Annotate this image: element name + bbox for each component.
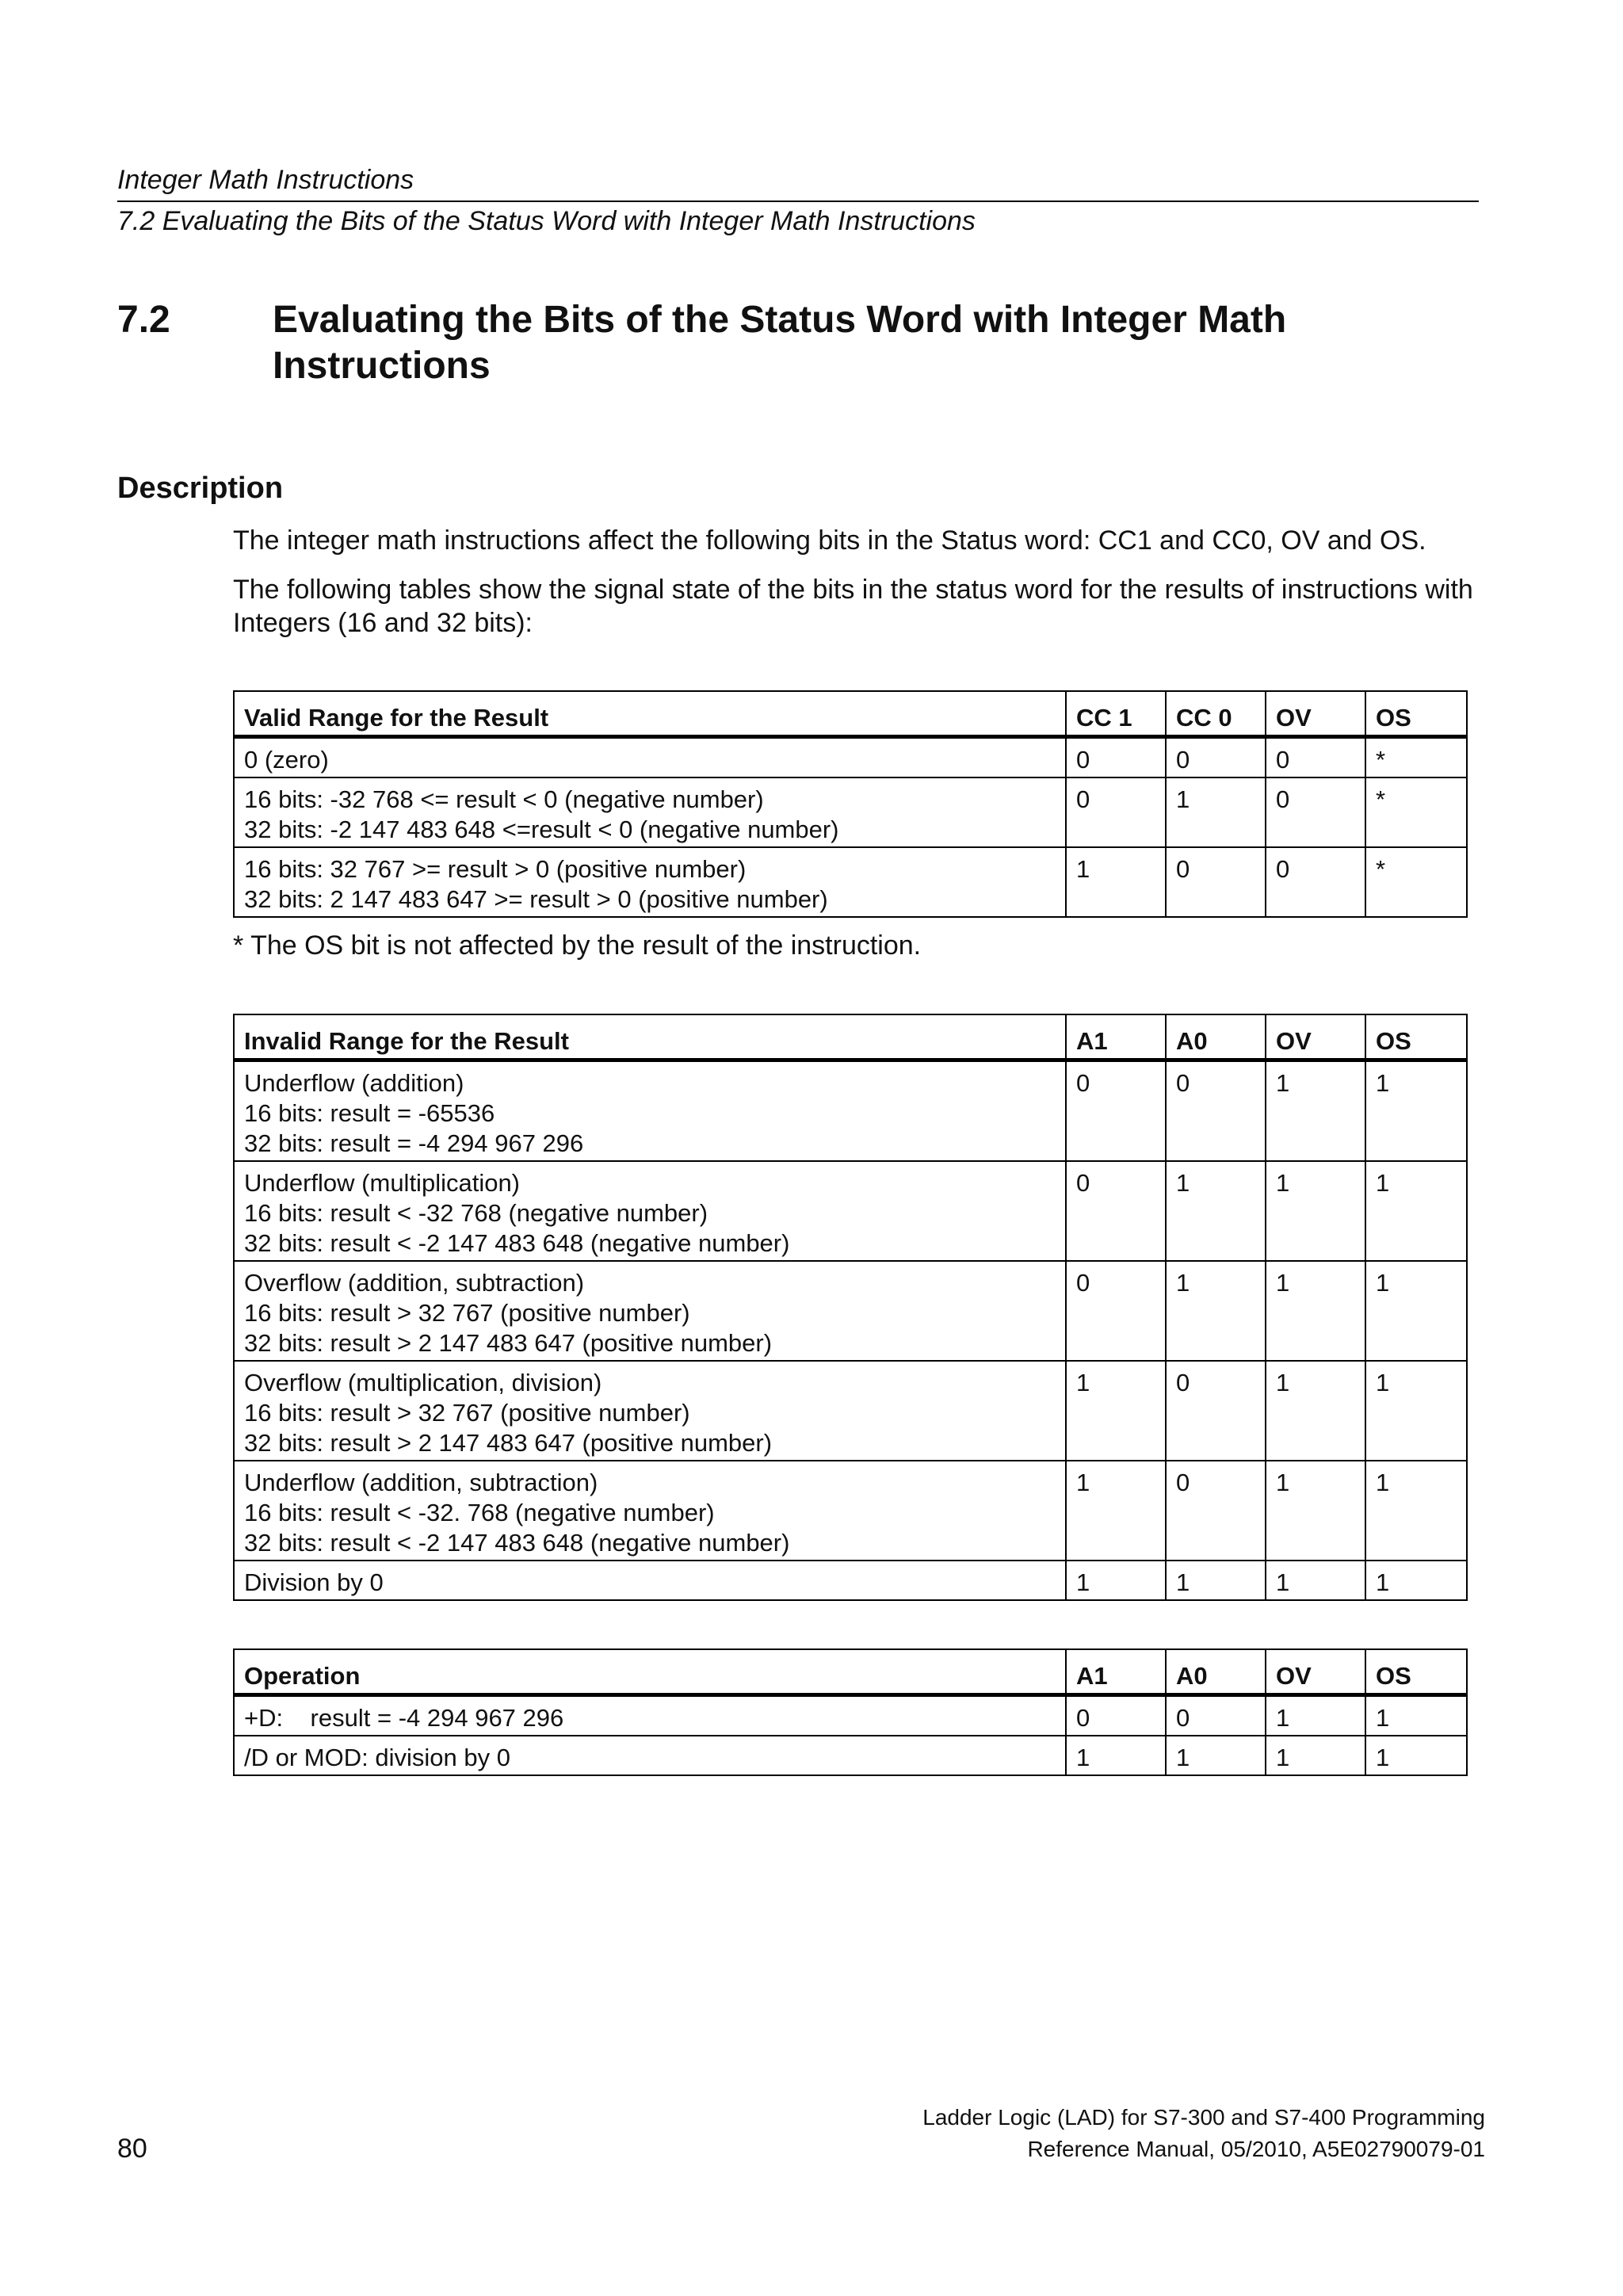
table-cell-value: 0: [1166, 1695, 1266, 1736]
description-line: 16 bits: -32 768 <= result < 0 (negative number): [244, 785, 764, 813]
description-line: 32 bits: 2 147 483 647 >= result > 0 (positive number): [244, 885, 828, 913]
table-cell-value: 1: [1066, 1361, 1166, 1461]
table-cell-value: 0: [1066, 1261, 1166, 1361]
table-cell-value: 1: [1365, 1261, 1467, 1361]
table-cell-value: 0: [1166, 847, 1266, 917]
table-header-cell: Operation: [234, 1649, 1066, 1695]
table-cell-value: 1: [1365, 1161, 1467, 1261]
footnote: * The OS bit is not affected by the result of the instruction.: [233, 930, 922, 961]
table-header-cell: Valid Range for the Result: [234, 691, 1066, 737]
section-number: 7.2: [117, 299, 170, 341]
table-cell-value: 0: [1066, 737, 1166, 778]
table-row: [234, 777, 1467, 847]
table-cell-value: 1: [1365, 1361, 1467, 1461]
table-cell-value: 0: [1066, 1695, 1166, 1736]
description-line: Underflow (addition, subtraction): [244, 1469, 598, 1496]
table-cell-value: 0: [1166, 737, 1266, 778]
invalid-range-table: [233, 1014, 1468, 1601]
table-cell-description: [234, 1561, 1066, 1600]
table-cell-value: 0: [1266, 737, 1365, 778]
table-cell-value: 1: [1166, 1261, 1266, 1361]
table-header-row: [234, 1649, 1467, 1695]
description-line: 0 (zero): [244, 746, 329, 774]
table-cell-value: *: [1365, 777, 1467, 847]
table-cell-description: [234, 1161, 1066, 1261]
table-cell-value: 1: [1266, 1261, 1365, 1361]
description-line: +D: result = -4 294 967 296: [244, 1704, 564, 1732]
running-header-chapter: Integer Math Instructions: [117, 165, 414, 195]
table-row: [234, 1736, 1467, 1775]
table-cell-value: 1: [1066, 847, 1166, 917]
description-line: 32 bits: result < -2 147 483 648 (negative number): [244, 1529, 790, 1557]
description-line: 32 bits: result > 2 147 483 647 (positive number): [244, 1329, 773, 1357]
description-line: /D or MOD: division by 0: [244, 1744, 510, 1771]
table-cell-value: 0: [1166, 1060, 1266, 1162]
table-cell-value: 1: [1365, 1695, 1467, 1736]
description-line: 16 bits: 32 767 >= result > 0 (positive number): [244, 855, 747, 883]
table-cell-value: 1: [1266, 1161, 1365, 1261]
table-header-cell: A0: [1166, 1014, 1266, 1060]
description-paragraph-2: The following tables show the signal state of the bits in the status word for the results of instructions with Integers (16 and 32 bits):: [233, 575, 1473, 638]
table-cell-value: 1: [1166, 777, 1266, 847]
manual-title: Ladder Logic (LAD) for S7-300 and S7-400 Programming: [922, 2105, 1485, 2130]
description-line: 32 bits: -2 147 483 648 <=result < 0 (negative number): [244, 816, 839, 843]
table-header-cell: OV: [1266, 1649, 1365, 1695]
table-cell-value: 0: [1066, 1161, 1166, 1261]
table-header-cell: OS: [1365, 1649, 1467, 1695]
description-line: 32 bits: result = -4 294 967 296: [244, 1129, 584, 1157]
operation-table: [233, 1648, 1468, 1776]
table-cell-description: [234, 847, 1066, 917]
table-cell-value: 0: [1166, 1361, 1266, 1461]
table-header-cell: A1: [1066, 1649, 1166, 1695]
table-cell-description: [234, 1461, 1066, 1561]
description-line: 32 bits: result > 2 147 483 647 (positive number): [244, 1429, 773, 1457]
table-cell-value: 1: [1266, 1561, 1365, 1600]
table-cell-value: 0: [1166, 1461, 1266, 1561]
table-cell-description: [234, 737, 1066, 778]
table-cell-value: 1: [1266, 1695, 1365, 1736]
table-row: [234, 1461, 1467, 1561]
description-line: 16 bits: result > 32 767 (positive number): [244, 1399, 690, 1427]
table-row: [234, 1060, 1467, 1162]
table-cell-value: 1: [1066, 1461, 1166, 1561]
description-line: 16 bits: result > 32 767 (positive number): [244, 1299, 690, 1327]
table-cell-value: 0: [1266, 847, 1365, 917]
table-header-cell: CC 1: [1066, 691, 1166, 737]
table-header-cell: A1: [1066, 1014, 1166, 1060]
table-row: [234, 1695, 1467, 1736]
table-cell-value: 1: [1166, 1736, 1266, 1775]
table-cell-value: 1: [1365, 1060, 1467, 1162]
table-cell-value: 1: [1365, 1461, 1467, 1561]
description-line: 16 bits: result < -32. 768 (negative number): [244, 1499, 715, 1526]
description-paragraph-1: The integer math instructions affect the following bits in the Status word: CC1 and CC0, OV and OS.: [233, 525, 1426, 556]
table-cell-value: 1: [1365, 1561, 1467, 1600]
description-line: Underflow (multiplication): [244, 1169, 521, 1197]
table-cell-value: 0: [1266, 777, 1365, 847]
table-row: [234, 737, 1467, 778]
description-heading: Description: [117, 472, 284, 505]
table-cell-value: *: [1365, 847, 1467, 917]
table-row: [234, 1261, 1467, 1361]
table-cell-description: [234, 1695, 1066, 1736]
manual-reference: Reference Manual, 05/2010, A5E02790079-01: [1027, 2137, 1485, 2161]
table-cell-value: *: [1365, 737, 1467, 778]
table-cell-description: [234, 1060, 1066, 1162]
table-cell-description: [234, 1736, 1066, 1775]
table-header-cell: OS: [1365, 691, 1467, 737]
table-cell-value: 0: [1066, 1060, 1166, 1162]
table-cell-value: 1: [1066, 1561, 1166, 1600]
valid-range-table: [233, 690, 1468, 918]
table-row: [234, 1361, 1467, 1461]
footer-reference: [922, 2102, 1485, 2165]
table-cell-value: 1: [1266, 1361, 1365, 1461]
running-header: [117, 161, 1479, 240]
table-header-cell: CC 0: [1166, 691, 1266, 737]
table-header-row: [234, 691, 1467, 737]
section-heading: Evaluating the Bits of the Status Word with Integer Math Instructions: [273, 299, 1287, 387]
table-cell-description: [234, 1361, 1066, 1461]
table-cell-value: 1: [1166, 1561, 1266, 1600]
description-line: Overflow (addition, subtraction): [244, 1269, 585, 1297]
description-line: Underflow (addition): [244, 1069, 464, 1097]
table-cell-value: 1: [1266, 1461, 1365, 1561]
table-cell-value: 1: [1066, 1736, 1166, 1775]
running-header-section: 7.2 Evaluating the Bits of the Status Word with Integer Math Instructions: [117, 206, 976, 236]
table-cell-value: 1: [1266, 1736, 1365, 1775]
table-cell-value: 1: [1266, 1060, 1365, 1162]
table-header-cell: OS: [1365, 1014, 1467, 1060]
description-line: Division by 0: [244, 1568, 384, 1596]
page-number: 80: [117, 2134, 147, 2164]
description-line: 16 bits: result < -32 768 (negative number): [244, 1199, 708, 1227]
description-line: 32 bits: result < -2 147 483 648 (negative number): [244, 1229, 790, 1257]
table-row: [234, 1561, 1467, 1600]
table-cell-value: 1: [1166, 1161, 1266, 1261]
table-header-cell: A0: [1166, 1649, 1266, 1695]
description-line: 16 bits: result = -65536: [244, 1099, 495, 1127]
table-cell-value: 0: [1066, 777, 1166, 847]
table-header-row: [234, 1014, 1467, 1060]
table-cell-description: [234, 1261, 1066, 1361]
description-line: Overflow (multiplication, division): [244, 1369, 602, 1396]
table-cell-description: [234, 777, 1066, 847]
table-header-cell: OV: [1266, 691, 1365, 737]
table-row: [234, 847, 1467, 917]
table-row: [234, 1161, 1467, 1261]
table-header-cell: Invalid Range for the Result: [234, 1014, 1066, 1060]
table-header-cell: OV: [1266, 1014, 1365, 1060]
table-cell-value: 1: [1365, 1736, 1467, 1775]
